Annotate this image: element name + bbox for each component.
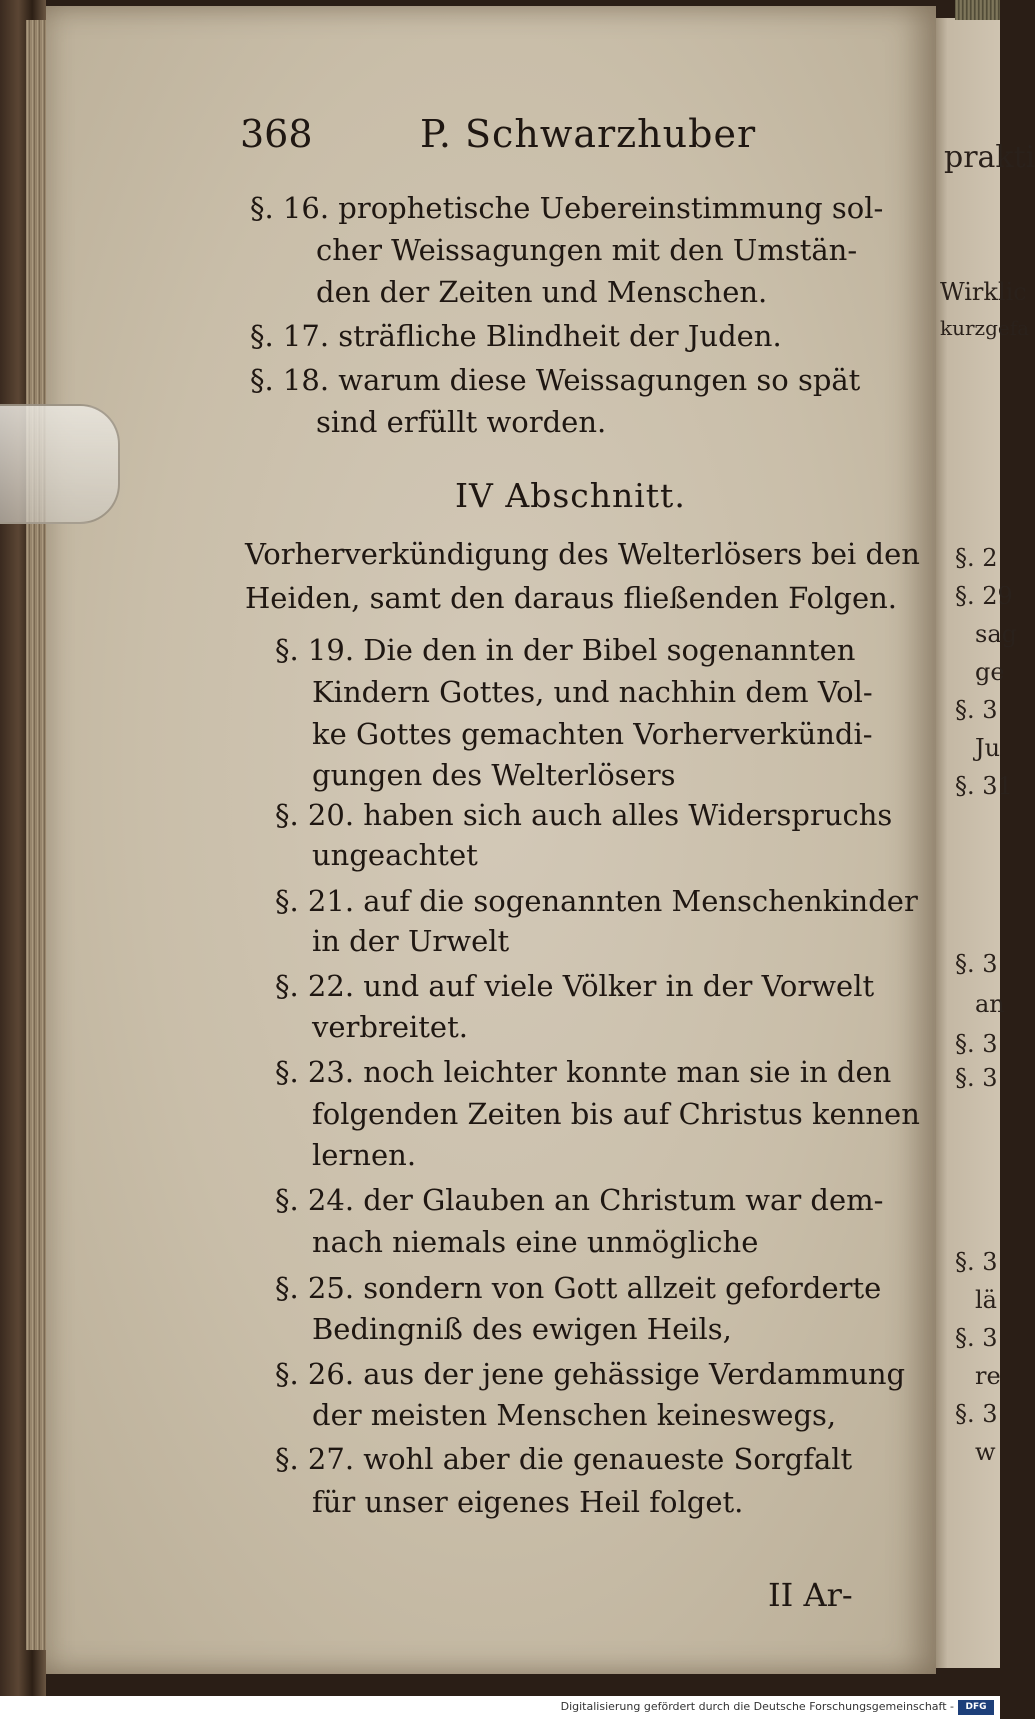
page-edges <box>26 20 48 1650</box>
fragment-text: ge <box>975 658 1005 686</box>
text-line: §. 25. sondern von Gott allzeit geforderte <box>275 1271 882 1305</box>
text-line: §. 17. sträfliche Blindheit der Juden. <box>250 319 782 353</box>
fragment-text: sag <box>975 620 1017 648</box>
text-line: der meisten Menschen keineswegs, <box>312 1398 837 1432</box>
section-heading: IV Abschnitt. <box>455 476 686 515</box>
text-line: ke Gottes gemachten Vorherverkündi- <box>312 717 873 751</box>
text-line: ungeachtet <box>312 838 478 872</box>
text-line: §. 27. wohl aber die genaueste Sorgfalt <box>275 1442 853 1476</box>
subtitle-line: Heiden, samt den daraus fließenden Folgen. <box>245 581 898 615</box>
fragment-text: §. 3 <box>955 950 998 978</box>
text-line: §. 23. noch leichter konnte man sie in den <box>275 1055 892 1089</box>
text-line: nach niemals eine unmögliche <box>312 1225 759 1259</box>
catchword: II Ar- <box>768 1576 853 1614</box>
text-line: folgenden Zeiten bis auf Christus kennen <box>312 1097 920 1131</box>
fragment-text: §. 2 <box>955 544 998 572</box>
dfg-logo: DFG <box>958 1700 994 1715</box>
fragment-text: Wirklic <box>940 278 1027 306</box>
text-line: §. 19. Die den in der Bibel sogenannten <box>275 633 856 667</box>
page-number: 368 <box>240 112 313 156</box>
page-clip <box>0 404 120 524</box>
fragment-text: w <box>975 1438 996 1466</box>
fragment-text: an <box>975 990 1005 1018</box>
running-title: P. Schwarzhuber <box>420 112 757 156</box>
fragment-text: §. 3 <box>955 1324 998 1352</box>
fragment-text: §. 3 <box>955 1400 998 1428</box>
fragment-text: prakti <box>944 140 1035 175</box>
fragment-text: §. 3 <box>955 1248 998 1276</box>
text-line: in der Urwelt <box>312 924 510 958</box>
fragment-text: §. 31 <box>955 772 1013 800</box>
text-line: §. 21. auf die sogenannten Menschenkinder <box>275 884 918 918</box>
fragment-text: re <box>975 1362 1001 1390</box>
text-line: §. 16. prophetische Uebereinstimmung sol- <box>250 191 884 225</box>
fragment-text: §. 29 <box>955 582 1013 610</box>
text-line: §. 18. warum diese Weissagungen so spät <box>250 363 861 397</box>
fragment-text: Ju <box>975 734 1001 762</box>
fragment-text: kurzgefa <box>940 316 1030 340</box>
text-line: verbreitet. <box>312 1010 468 1044</box>
page-header <box>240 112 840 172</box>
fragment-text: §. 3 <box>955 696 998 724</box>
facing-page-edge <box>955 0 1000 20</box>
text-line: §. 26. aus der jene gehässige Verdammung <box>275 1357 906 1391</box>
text-line: cher Weissagungen mit den Umstän- <box>316 233 858 267</box>
text-line: §. 22. und auf viele Völker in der Vorwelt <box>275 969 875 1003</box>
fragment-text: §. 3 <box>955 1030 998 1058</box>
text-line: Kindern Gottes, und nachhin dem Vol- <box>312 675 873 709</box>
text-line: lernen. <box>312 1138 417 1172</box>
text-line: §. 20. haben sich auch alles Widerspruchs <box>275 798 893 832</box>
text-line: Bedingniß des ewigen Heils, <box>312 1312 732 1346</box>
text-line: sind erfüllt worden. <box>316 405 607 439</box>
text-line: den der Zeiten und Menschen. <box>316 275 768 309</box>
text-line: für unser eigenes Heil folget. <box>312 1485 744 1519</box>
fragment-text: lä <box>975 1286 997 1314</box>
subtitle-line: Vorherverkündigung des Welterlösers bei den <box>245 537 920 571</box>
fragment-text: §. 3 <box>955 1064 998 1092</box>
text-line: §. 24. der Glauben an Christum war dem- <box>275 1183 884 1217</box>
footer-credit: Digitalisierung gefördert durch die Deutsche Forschungsgemeinschaft - <box>560 1700 954 1713</box>
text-line: gungen des Welterlösers <box>312 758 676 792</box>
